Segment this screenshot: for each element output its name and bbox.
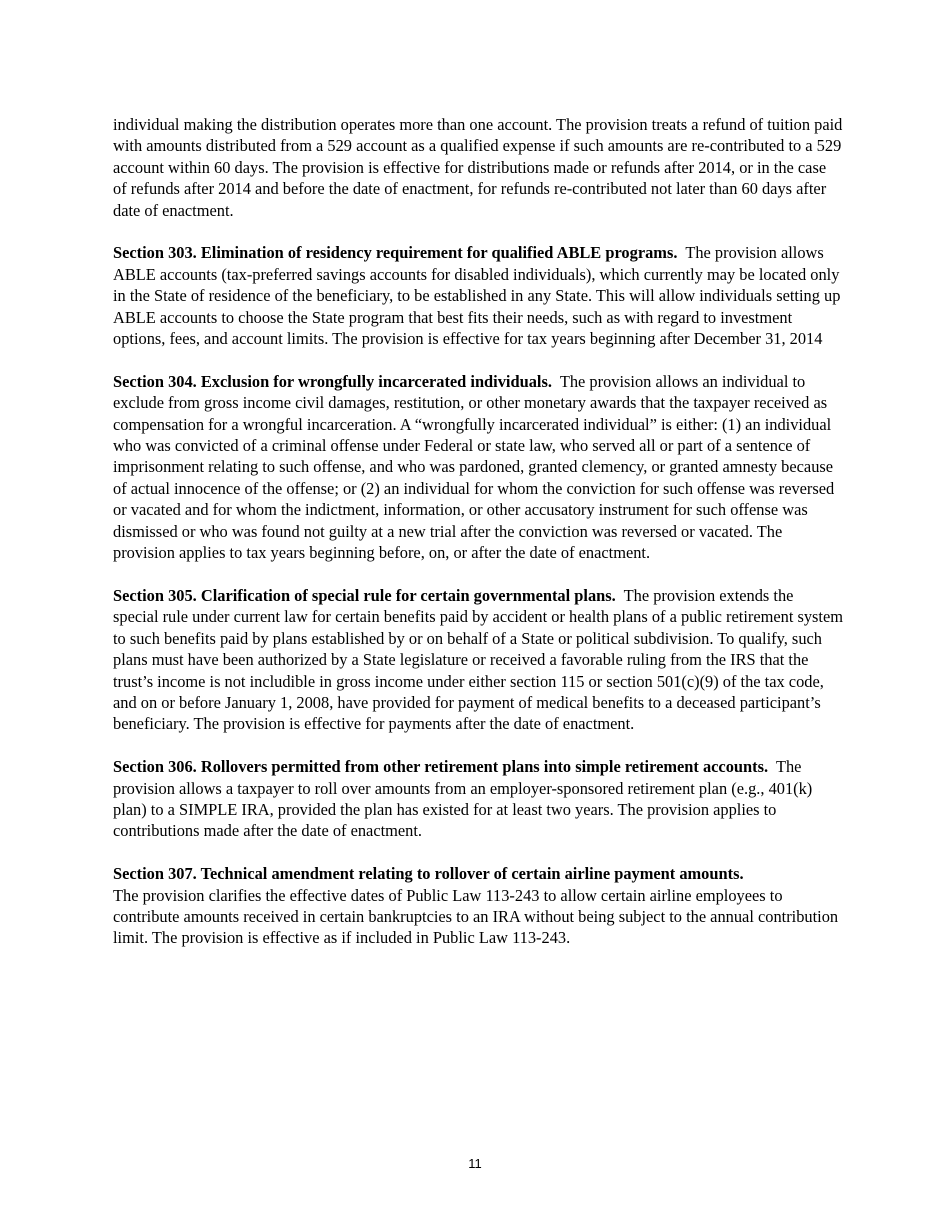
section-304-heading: Section 304. Exclusion for wrongfully incarcerated individuals. [113, 371, 552, 391]
section-306-heading: Section 306. Rollovers permitted from other retirement plans into simple retirement accounts. [113, 757, 769, 777]
section-306-body: The provision allows a taxpayer to roll over amounts from an employer-sponsored retirement plan (e.g., 401(k) plan) to a SIMPLE IRA, provided the plan has existed for at least two years. The provision applies to contributions made after the date of enactment. [113, 757, 813, 841]
section-305-heading: Section 305. Clarification of special rule for certain governmental plans. [113, 585, 616, 605]
section-304-body: The provision allows an individual to exclude from gross income civil damages, restitution, or other monetary awards that the taxpayer received as compensation for a wrongful incarceration. A “wrongfully incarcerated individual” is either: (1) an individual who was convicted of a criminal offense under Federal or state law, who served all or part of a sentence of imprisonment relating to such offense, and who was pardoned, granted clemency, or granted amnesty because of actual innocence of the offense; or (2) an individual for whom the conviction for such offense was reversed or vacated and for whom the indictment, information, or other accusatory instrument for such offense was dismissed or who was found not guilty at a new trial after the conviction was reversed or vacated. The provision applies to tax years beginning before, on, or after the date of enactment. [113, 371, 835, 563]
section-307-body: The provision clarifies the effective dates of Public Law 113-243 to allow certain airline employees to contribute amounts received in certain bankruptcies to an IRA without being subject to the annual contribution limit. The provision is effective as if included in Public Law 113-243. [113, 885, 839, 948]
section-307-heading: Section 307. Technical amendment relating to rollover of certain airline payment amounts. [113, 864, 744, 884]
page-number: 11 [468, 1156, 482, 1171]
intro-paragraph: individual making the distribution operates more than one account. The provision treats a refund of tuition paid with amounts distributed from a 529 account as a qualified expense if such amounts are re-contributed to a 529 account within 60 days. The provision is effective for distributions made or refunds after 2014, or in the case of refunds after 2014 and before the date of enactment, for refunds re-contributed not later than 60 days after date of enactment. [113, 115, 843, 220]
section-304 [113, 371, 843, 564]
section-307 [113, 863, 843, 949]
section-303-body: The provision allows ABLE accounts (tax-preferred savings accounts for disabled individuals), which currently may be located only in the State of residence of the beneficiary, to be established in any State. This will allow individuals setting up ABLE accounts to choose the State program that best fits their needs, such as with regard to investment options, fees, and account limits. The provision is effective for tax years beginning after December 31, 2014 [113, 243, 841, 349]
section-305-body: The provision extends the special rule under current law for certain benefits paid by accident or health plans of a public retirement system to such benefits paid by plans established by or on behalf of a State or political subdivision. To qualify, such plans must have been authorized by a State legislature or received a favorable ruling from the IRS that the trust’s income is not includible in gross income under either section 115 or section 501(c)(9) of the tax code, and on or before January 1, 2008, have provided for payment of medical benefits to a deceased participant’s beneficiary. The provision is effective for payments after the date of enactment. [113, 585, 844, 734]
section-303-heading: Section 303. Elimination of residency requirement for qualified ABLE programs. [113, 243, 678, 263]
section-303 [113, 242, 843, 349]
section-305 [113, 585, 843, 735]
document-page [113, 114, 843, 970]
section-306 [113, 756, 843, 842]
